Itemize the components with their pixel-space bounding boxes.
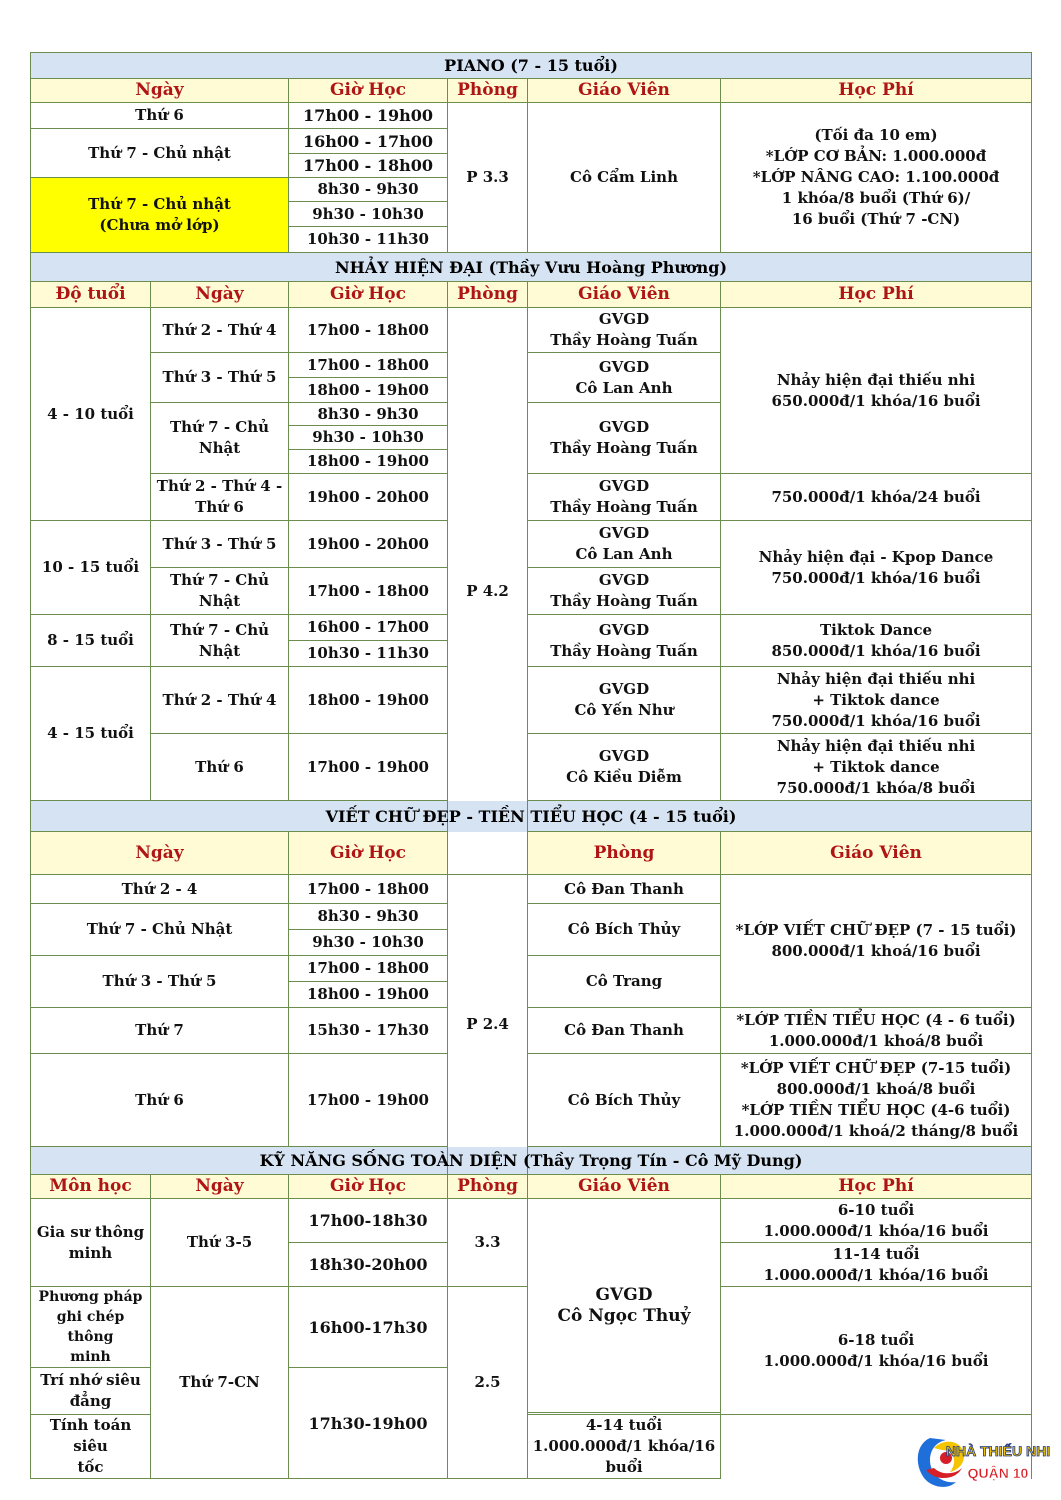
time-cell: 17h00 - 19h00	[289, 734, 448, 801]
header-teacher: Giáo Viên	[528, 1175, 721, 1199]
fee-cell	[721, 1008, 1032, 1054]
fee-line: *LỚP VIẾT CHỮ ĐẸP (7-15 tuổi)	[740, 1059, 1012, 1077]
fee-cell	[721, 734, 1032, 801]
section-header-skills	[31, 1147, 1032, 1175]
teacher-cell: Cô Đan Thanh	[528, 1008, 721, 1054]
room-cell: 3.3	[448, 1199, 528, 1287]
fee-cell	[721, 1054, 1032, 1147]
header-day: Ngày	[151, 282, 289, 308]
header-time: Giờ Học	[289, 832, 448, 875]
day-cell-unopened	[31, 178, 289, 253]
fee-cell	[721, 308, 1032, 474]
section-header-dance	[31, 253, 1032, 282]
fee-line: Nhảy hiện đại thiếu nhi	[776, 736, 976, 755]
fee-line: *LỚP TIỀN TIỂU HỌC (4 - 6 tuổi)	[736, 1010, 1016, 1029]
table-row	[31, 615, 1032, 641]
time-cell: 10h30 - 11h30	[289, 641, 448, 667]
time-cell: 17h00 - 19h00	[289, 1054, 448, 1147]
fee-line: 1.000.000đ/1 khóa/16 buổi	[763, 1351, 989, 1370]
gvgd-label: GVGD	[598, 477, 650, 495]
teacher-name: Thầy Hoàng Tuấn	[550, 641, 698, 660]
subject-line: ghi chép thông	[56, 1309, 125, 1345]
day-cell	[151, 474, 289, 521]
fee-line: 6-10 tuổi	[837, 1200, 915, 1219]
day-cell: Thứ 7 - Chủ Nhật	[151, 568, 289, 615]
table-row	[31, 103, 1032, 129]
room-cell: P 3.3	[448, 103, 528, 253]
day-cell: Thứ 2 - Thứ 4	[151, 308, 289, 353]
time-cell: 10h30 - 11h30	[289, 227, 448, 253]
room-cell: P 2.4	[448, 875, 528, 1175]
time-cell: 18h00 - 19h00	[289, 982, 448, 1008]
day-line: Thứ 6	[195, 498, 244, 516]
fee-line: 1.000.000đ/1 khóa/16 buổi	[763, 1221, 989, 1240]
fee-cell	[721, 1199, 1032, 1243]
logo-text-line2: QUẬN 10	[967, 1465, 1029, 1481]
day-cell: Thứ 3 - Thứ 5	[151, 521, 289, 568]
fee-line: 650.000đ/1 khóa/16 buổi	[771, 391, 981, 410]
time-cell: 9h30 - 10h30	[289, 202, 448, 227]
header-day: Ngày	[31, 79, 289, 103]
gvgd-label: GVGD	[598, 418, 650, 436]
subject-line: Trí nhớ siêu	[40, 1371, 141, 1389]
time-cell: 17h00 - 18h00	[289, 353, 448, 378]
time-cell: 17h00 - 18h00	[289, 154, 448, 178]
time-cell: 17h30-19h00	[289, 1368, 448, 1479]
fee-line: 750.000đ/1 khóa/16 buổi	[771, 711, 981, 730]
section-header-writing	[31, 801, 1032, 832]
fee-line: 11-14 tuổi	[832, 1244, 920, 1263]
time-cell: 17h00 - 18h00	[289, 568, 448, 615]
day-cell: Thứ 3-5	[151, 1199, 289, 1287]
subject-cell	[31, 1287, 151, 1368]
header-time: Giờ Học	[289, 282, 448, 308]
day-cell: Thứ 6	[151, 734, 289, 801]
teacher-name: Cô Lan Anh	[575, 545, 673, 563]
header-time: Giờ Học	[289, 1175, 448, 1199]
time-cell: 9h30 - 10h30	[289, 930, 448, 956]
logo-text-line1: NHÀ THIẾU NHI	[945, 1443, 1051, 1459]
day-cell: Thứ 7	[31, 1008, 289, 1054]
header-day: Ngày	[151, 1175, 289, 1199]
fee-line: + Tiktok dance	[812, 757, 940, 776]
day-cell: Thứ 7-CN	[151, 1287, 289, 1479]
fee-line: Tiktok Dance	[819, 620, 933, 639]
header-room: Phòng	[448, 1175, 528, 1199]
teacher-name: Cô Kiều Diễm	[566, 768, 682, 786]
fee-line: + Tiktok dance	[812, 690, 940, 709]
teacher-name: Thầy Hoàng Tuấn	[550, 439, 698, 457]
teacher-cell	[528, 353, 721, 403]
gvgd-label: GVGD	[598, 747, 650, 765]
fee-line: *LỚP VIẾT CHỮ ĐẸP (7 - 15 tuổi)	[735, 921, 1017, 939]
dance-title: NHẢY HIỆN ĐẠI (Thầy Vưu Hoàng Phương)	[31, 253, 1032, 282]
time-cell: 17h00 - 18h00	[289, 875, 448, 904]
fee-cell	[721, 667, 1032, 734]
age-cell: 8 - 15 tuổi	[31, 615, 151, 667]
time-cell: 17h00 - 19h00	[289, 103, 448, 129]
fee-cell	[721, 615, 1032, 667]
table-row	[31, 1008, 1032, 1054]
fee-line: 750.000đ/1 khóa/16 buổi	[771, 568, 981, 587]
teacher-cell	[528, 474, 721, 521]
teacher-name: Thầy Hoàng Tuấn	[550, 331, 698, 349]
fee-line: 6-18 tuổi	[837, 1330, 915, 1349]
subject-line: minh	[70, 1349, 111, 1365]
teacher-cell	[528, 667, 721, 734]
teacher-name: Cô Ngọc Thuỷ	[557, 1305, 691, 1326]
fee-line: 4-14 tuổi	[585, 1416, 663, 1434]
time-cell: 18h30-20h00	[289, 1243, 448, 1287]
time-cell: 18h00 - 19h00	[289, 378, 448, 403]
header-fee: Học Phí	[721, 79, 1032, 103]
fee-cell	[528, 1415, 721, 1479]
fee-line: 1.000.000đ/1 khóa/16 buổi	[763, 1265, 989, 1284]
header-teacher: Giáo Viên	[721, 832, 1032, 875]
teacher-cell: Cô Bích Thủy	[528, 904, 721, 956]
fee-line: 850.000đ/1 khóa/16 buổi	[771, 641, 981, 660]
teacher-name: Cô Yến Như	[574, 701, 674, 719]
teacher-cell: Cô Cẩm Linh	[528, 103, 721, 253]
time-cell: 8h30 - 9h30	[289, 904, 448, 930]
teacher-cell	[528, 1199, 721, 1413]
day-cell: Thứ 6	[31, 103, 289, 129]
age-cell: 4 - 10 tuổi	[31, 308, 151, 521]
header-time: Giờ Học	[289, 79, 448, 103]
subject-cell	[31, 1199, 151, 1287]
header-subject: Môn học	[31, 1175, 151, 1199]
room-cell: P 4.2	[448, 308, 528, 875]
time-cell: 17h00 - 18h00	[289, 308, 448, 353]
fee-line: *LỚP CƠ BẢN: 1.000.000đ	[765, 147, 987, 165]
gvgd-label: GVGD	[598, 357, 650, 376]
fee-line: (Tối đa 10 em)	[814, 126, 938, 144]
teacher-cell	[528, 521, 721, 568]
time-cell: 16h00-17h30	[289, 1287, 448, 1368]
header-age: Độ tuổi	[31, 282, 151, 308]
writing-column-headers	[31, 832, 1032, 875]
header-fee: Học Phí	[721, 282, 1032, 308]
day-cell: Thứ 2 - Thứ 4	[151, 667, 289, 734]
day-cell: Thứ 2 - 4	[31, 875, 289, 904]
room-cell: 2.5	[448, 1287, 528, 1479]
teacher-cell	[528, 308, 721, 353]
header-teacher: Giáo Viên	[528, 282, 721, 308]
fee-line: Nhảy hiện đại - Kpop Dance	[758, 547, 994, 566]
skills-column-headers	[31, 1175, 1032, 1199]
gvgd-label: GVGD	[598, 680, 650, 698]
fee-line: 1.000.000đ/1 khoá/2 tháng/8 buổi	[733, 1122, 1019, 1140]
fee-cell	[721, 875, 1032, 1008]
schedule-table	[30, 52, 1032, 1479]
subject-cell	[31, 1368, 151, 1415]
teacher-cell	[528, 403, 721, 474]
time-cell: 16h00 - 17h00	[289, 615, 448, 641]
fee-line: 1.000.000đ/1 khóa/16 buổi	[532, 1437, 716, 1476]
fee-cell	[721, 1243, 1032, 1287]
teacher-cell	[528, 734, 721, 801]
time-cell: 18h00 - 19h00	[289, 450, 448, 474]
fee-line: 750.000đ/1 khóa/8 buổi	[776, 778, 976, 797]
subject-line: minh	[68, 1243, 113, 1262]
time-cell: 8h30 - 9h30	[289, 178, 448, 202]
header-room: Phòng	[528, 832, 721, 875]
fee-cell	[721, 1287, 1032, 1415]
teacher-name: Cô Lan Anh	[575, 378, 673, 397]
teacher-cell	[528, 568, 721, 615]
teacher-cell: Cô Đan Thanh	[528, 875, 721, 904]
fee-line: 1.000.000đ/1 khoá/8 buổi	[768, 1031, 984, 1050]
time-cell: 15h30 - 17h30	[289, 1008, 448, 1054]
time-cell: 19h00 - 20h00	[289, 521, 448, 568]
teacher-cell	[528, 615, 721, 667]
day-cell: Thứ 7 - Chủ Nhật	[151, 403, 289, 474]
header-room: Phòng	[448, 79, 528, 103]
subject-line: Tính toán siêu	[49, 1416, 132, 1455]
day-line: Thứ 2 - Thứ 4 -	[156, 477, 283, 495]
fee-line: Nhảy hiện đại thiếu nhi	[776, 370, 976, 389]
day-cell: Thứ 7 - Chủ nhật	[31, 129, 289, 178]
age-cell: 4 - 15 tuổi	[31, 667, 151, 801]
fee-cell	[721, 103, 1032, 253]
writing-title: VIẾT CHỮ ĐẸP - TIỀN TIỂU HỌC (4 - 15 tuổi)	[31, 801, 1032, 832]
header-teacher: Giáo Viên	[528, 79, 721, 103]
table-row	[31, 734, 1032, 801]
day-cell: Thứ 7 - Chủ Nhật	[151, 615, 289, 667]
fee-cell	[721, 521, 1032, 615]
skills-title: KỸ NĂNG SỐNG TOÀN DIỆN (Thầy Trọng Tín - Cô Mỹ Dung)	[31, 1147, 1032, 1175]
age-cell: 10 - 15 tuổi	[31, 521, 151, 615]
table-row	[31, 1199, 1032, 1243]
time-cell: 17h00-18h30	[289, 1199, 448, 1243]
table-row	[31, 521, 1032, 568]
fee-line: 1 khóa/8 buổi (Thứ 6)/	[781, 189, 971, 207]
time-cell: 8h30 - 9h30	[289, 403, 448, 426]
fee-line: *LỚP NÂNG CAO: 1.100.000đ	[752, 168, 1000, 186]
day-cell: Thứ 7 - Chủ Nhật	[31, 904, 289, 956]
teacher-name: Thầy Hoàng Tuấn	[550, 498, 698, 516]
table-row	[31, 1054, 1032, 1147]
piano-column-headers	[31, 79, 1032, 103]
day-cell: Thứ 3 - Thứ 5	[151, 353, 289, 403]
time-cell: 18h00 - 19h00	[289, 667, 448, 734]
subject-line: tốc	[77, 1458, 104, 1476]
time-cell: 9h30 - 10h30	[289, 426, 448, 450]
nha-thieu-nhi-logo	[912, 1430, 1051, 1494]
gvgd-label: GVGD	[598, 571, 650, 589]
teacher-name: Thầy Hoàng Tuấn	[550, 592, 698, 610]
fee-line: *LỚP TIỀN TIỂU HỌC (4-6 tuổi)	[741, 1101, 1011, 1119]
section-header-piano	[31, 53, 1032, 79]
fee-line: 800.000đ/1 khoá/8 buổi	[776, 1080, 976, 1098]
table-row	[31, 667, 1032, 734]
table-row	[31, 474, 1032, 521]
gvgd-label: GVGD	[598, 310, 650, 328]
fee-cell: 750.000đ/1 khóa/24 buổi	[721, 474, 1032, 521]
subject-line: Phương pháp	[38, 1289, 143, 1305]
time-cell: 17h00 - 18h00	[289, 956, 448, 982]
subject-cell	[31, 1415, 151, 1479]
table-row	[31, 308, 1032, 353]
time-cell: 16h00 - 17h00	[289, 129, 448, 154]
day-cell: Thứ 6	[31, 1054, 289, 1147]
day-cell: Thứ 3 - Thứ 5	[31, 956, 289, 1008]
header-fee: Học Phí	[721, 1175, 1032, 1199]
fee-line: 800.000đ/1 khoá/16 buổi	[771, 942, 981, 960]
fee-line: Nhảy hiện đại thiếu nhi	[776, 669, 976, 688]
teacher-cell: Cô Bích Thủy	[528, 1054, 721, 1147]
header-day: Ngày	[31, 832, 289, 875]
table-row	[31, 875, 1032, 904]
fee-line: 16 buổi (Thứ 7 -CN)	[791, 210, 961, 228]
day-line: Thứ 7 - Chủ nhật	[88, 195, 231, 213]
gvgd-label: GVGD	[595, 1284, 653, 1305]
teacher-cell: Cô Trang	[528, 956, 721, 1008]
gvgd-label: GVGD	[598, 620, 650, 639]
dance-column-headers	[31, 282, 1032, 308]
day-line: (Chưa mở lớp)	[99, 216, 220, 234]
subject-line: đẳng	[69, 1392, 112, 1410]
time-cell: 19h00 - 20h00	[289, 474, 448, 521]
header-room: Phòng	[448, 282, 528, 308]
subject-line: Gia sư thông	[36, 1222, 145, 1241]
gvgd-label: GVGD	[598, 524, 650, 542]
piano-title: PIANO (7 - 15 tuổi)	[31, 53, 1032, 79]
